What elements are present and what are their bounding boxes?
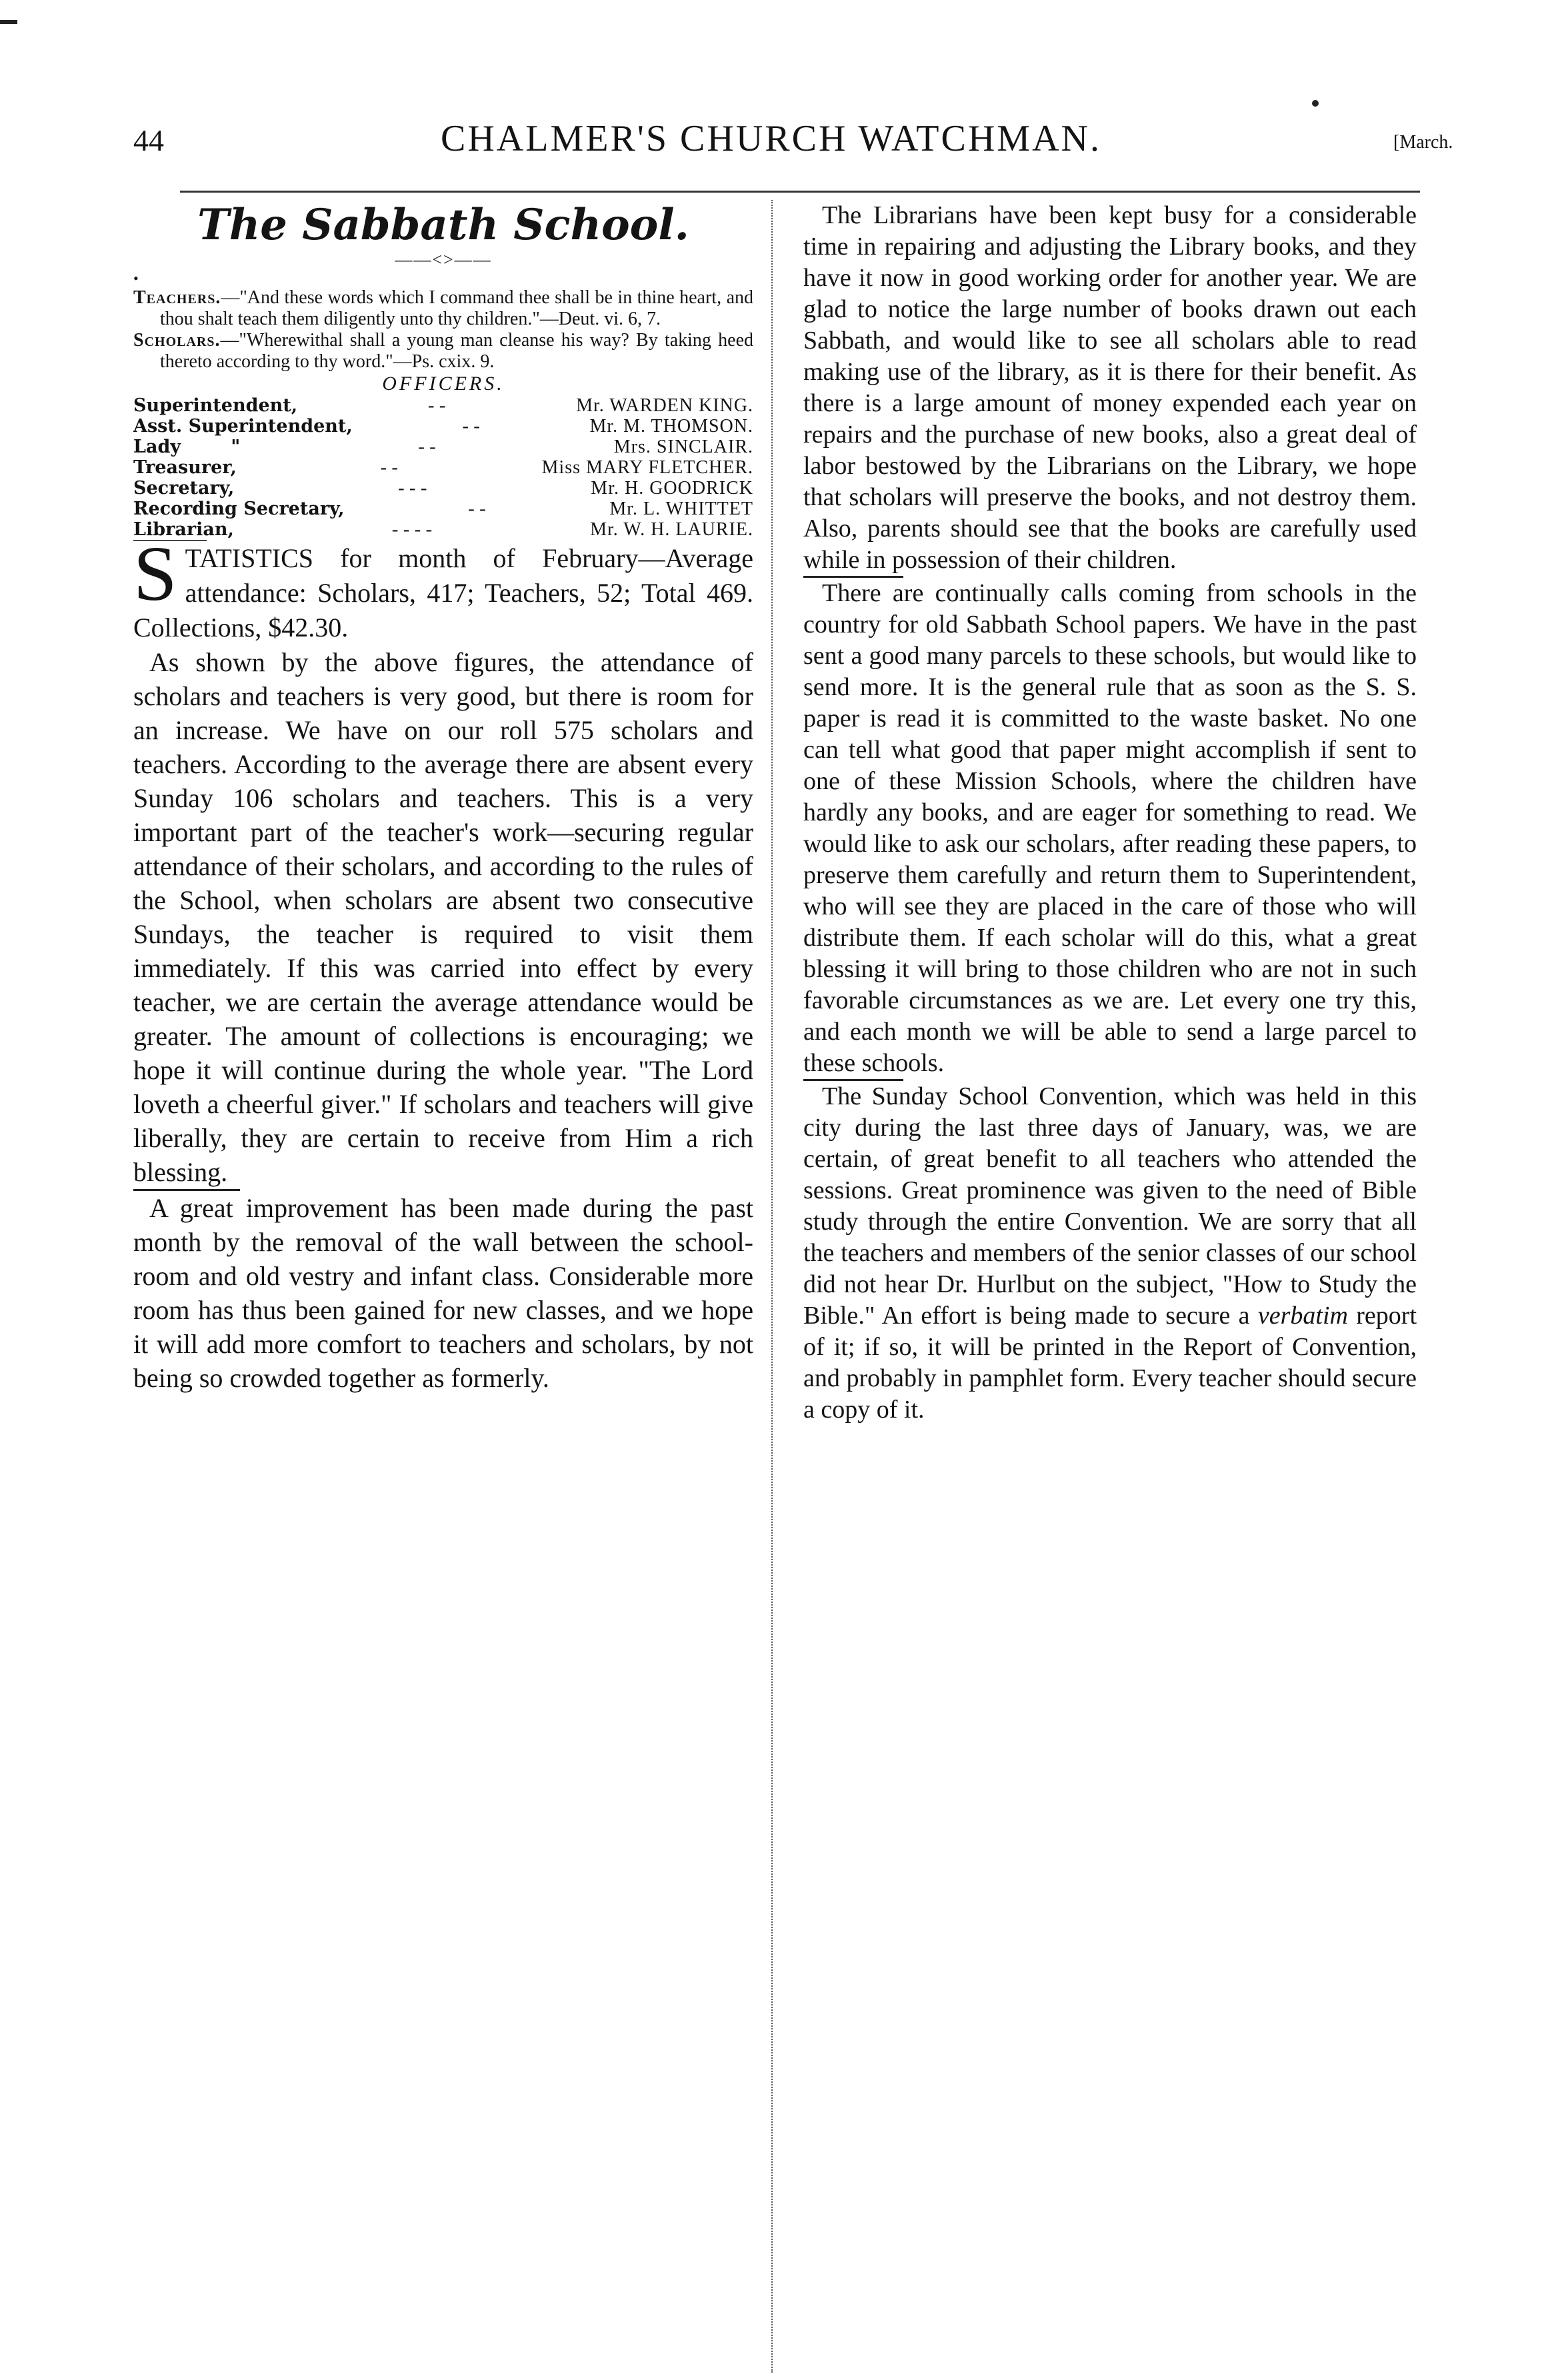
leader-dashes: - - - bbox=[398, 477, 427, 499]
scholars-label: Scholars. bbox=[133, 330, 221, 351]
officer-name: Mr. L. WHITTET bbox=[609, 499, 753, 519]
officer-role: Librarian, bbox=[133, 519, 234, 540]
officer-name: Miss MARY FLETCHER. bbox=[541, 457, 753, 478]
officers-heading: OFFICERS. bbox=[382, 373, 505, 395]
officer-role: Recording Secretary, bbox=[133, 499, 345, 519]
statistics-paragraph bbox=[133, 530, 753, 645]
officer-name: Mr. WARDEN KING. bbox=[576, 395, 753, 416]
officer-role: Asst. Superintendent, bbox=[133, 416, 353, 437]
verbatim-italic: verbatim bbox=[1257, 1302, 1348, 1330]
officer-role: Treasurer, bbox=[133, 457, 237, 478]
page-number: 44 bbox=[133, 123, 164, 157]
officer-role: Lady " bbox=[133, 437, 241, 457]
leader-dashes: - - bbox=[427, 395, 446, 416]
leader-dashes: - - bbox=[468, 498, 486, 519]
title-ornament: ——<>—— bbox=[395, 250, 492, 269]
convention-text-a: The Sunday School Convention, which was held in this city during the last three days of January, was, we are certain, of great benefit to all teachers who attended the sessions. Great prominence was given to the need of Bible study through the entire Convention. We are sorry that all the teachers and members of the senior classes of our school did not hear Dr. Hurlbut on the subject, "How to Study the Bible." An effort is being made to secure a bbox=[803, 1082, 1417, 1330]
papers-paragraph: There are continually calls coming from schools in the country for old Sabbath School papers. We have in the past sent a good many parcels to these schools, but would like to send more. It is the general rule that as soon as the S. S. paper is read it is committed to the waste basket. No one can tell what good that paper might accomplish if sent to one of these Mission Schools, where the children have hardly any books, and are eager for something to read. We would like to ask our scholars, after reading these papers, to preserve them carefully and return them to Superintendent, who will see they are placed in the care of those who will distribute them. If each scholar will do this, what a great blessing it will bring to those children who are not in such favorable circumstances as we are. Let every one try this, and each month we will be able to send a large parcel to these schools. bbox=[803, 579, 1417, 1077]
scholars-verse bbox=[133, 330, 753, 373]
column-divider bbox=[771, 200, 773, 2373]
statistics-text: TATISTICS for month of February—Average attendance: Scholars, 417; Teachers, 52; Total 469. Collections, $42.30. bbox=[133, 543, 753, 642]
running-header bbox=[0, 117, 1542, 171]
drop-cap: S bbox=[133, 530, 177, 617]
officer-name: Mr. W. H. LAURIE. bbox=[590, 519, 753, 540]
issue-month: [March. bbox=[1393, 132, 1453, 153]
officer-row bbox=[133, 395, 753, 416]
right-column bbox=[803, 200, 1417, 1426]
officer-role: Superintendent, bbox=[133, 395, 298, 416]
left-column bbox=[133, 200, 753, 1395]
teachers-verse-text: —"And these words which I command thee shall be in thine heart, and thou shalt teach them diligently unto thy children."—Deut. vi. 6, 7. bbox=[160, 287, 753, 329]
leader-dashes: - - bbox=[418, 436, 436, 457]
convention-paragraph bbox=[803, 1081, 1417, 1426]
bullet-mark: • bbox=[133, 270, 139, 287]
page-edge-mark bbox=[0, 20, 17, 24]
header-rule bbox=[180, 191, 1420, 193]
scholars-verse-text: —"Wherewithal shall a young man cleanse his way? By taking heed thereto according to thy word."—Ps. cxix. 9. bbox=[160, 330, 753, 372]
teachers-label: Teachers. bbox=[133, 287, 221, 308]
officer-name: Mrs. SINCLAIR. bbox=[613, 437, 753, 457]
convention-text-b: report of it; if so, it will be printed in the Report of Convention, and probably in pamphlet form. Every teacher should secure a copy of it. bbox=[803, 1302, 1417, 1424]
teachers-verse bbox=[133, 287, 753, 330]
officer-row bbox=[133, 457, 753, 478]
leader-dashes: - - bbox=[380, 457, 399, 478]
attendance-paragraph: As shown by the above figures, the attendance of scholars and teachers is very good, but there is room for an increase. We have on our roll 575 scholars and teachers. According to the average there are absent every Sunday 106 scholars and teachers. This is a very important part of the teacher's work—securing regular attendance of their scholars, and according to the rules of the School, when scholars are absent two consecutive Sundays, the teacher is required to visit them immediately. If this was carried into effect by every teacher, we are certain the average attendance would be greater. The amount of collections is encouraging; we hope it will continue during the whole year. "The Lord loveth a cheerful giver." If scholars and teachers will give liberally, they are certain to receive from Him a rich blessing. bbox=[133, 647, 753, 1187]
officer-name: Mr. M. THOMSON. bbox=[589, 416, 753, 437]
officer-row bbox=[133, 499, 753, 519]
leader-dashes: - - - - bbox=[391, 519, 433, 540]
librarians-paragraph: The Librarians have been kept busy for a considerable time in repairing and adjusting the Library books, and they have it now in good working order for another year. We are glad to notice the large number of books drawn out each Sabbath, and would like to see all scholars able to read making use of the library, as it is there for their benefit. As there is a large amount of money expended each year on repairs and the purchase of new books, also a great deal of labor bestowed by the Librarians on the Library, we hope that scholars will preserve the books, and not destroy them. Also, parents should see that the books are carefully used while in possession of their children. bbox=[803, 201, 1417, 574]
improvement-paragraph: A great improvement has been made during the past month by the removal of the wall between the school-room and old vestry and infant class. Considerable more room has thus been gained for new classes, and we hope it will add more comfort to teachers and scholars, by not being so crowded together as formerly. bbox=[133, 1193, 753, 1393]
officer-row bbox=[133, 519, 753, 540]
officer-row bbox=[133, 437, 753, 457]
publication-title: CHALMER'S CHURCH WATCHMAN. bbox=[441, 118, 1101, 159]
ink-dot bbox=[1312, 100, 1319, 107]
officer-row bbox=[133, 478, 753, 499]
officers-list bbox=[133, 395, 753, 540]
section-title: The Sabbath School. bbox=[197, 200, 689, 250]
officer-role: Secretary, bbox=[133, 478, 235, 499]
officer-name: Mr. H. GOODRICK bbox=[591, 478, 753, 499]
officer-row bbox=[133, 416, 753, 437]
leader-dashes: - - bbox=[462, 415, 480, 437]
